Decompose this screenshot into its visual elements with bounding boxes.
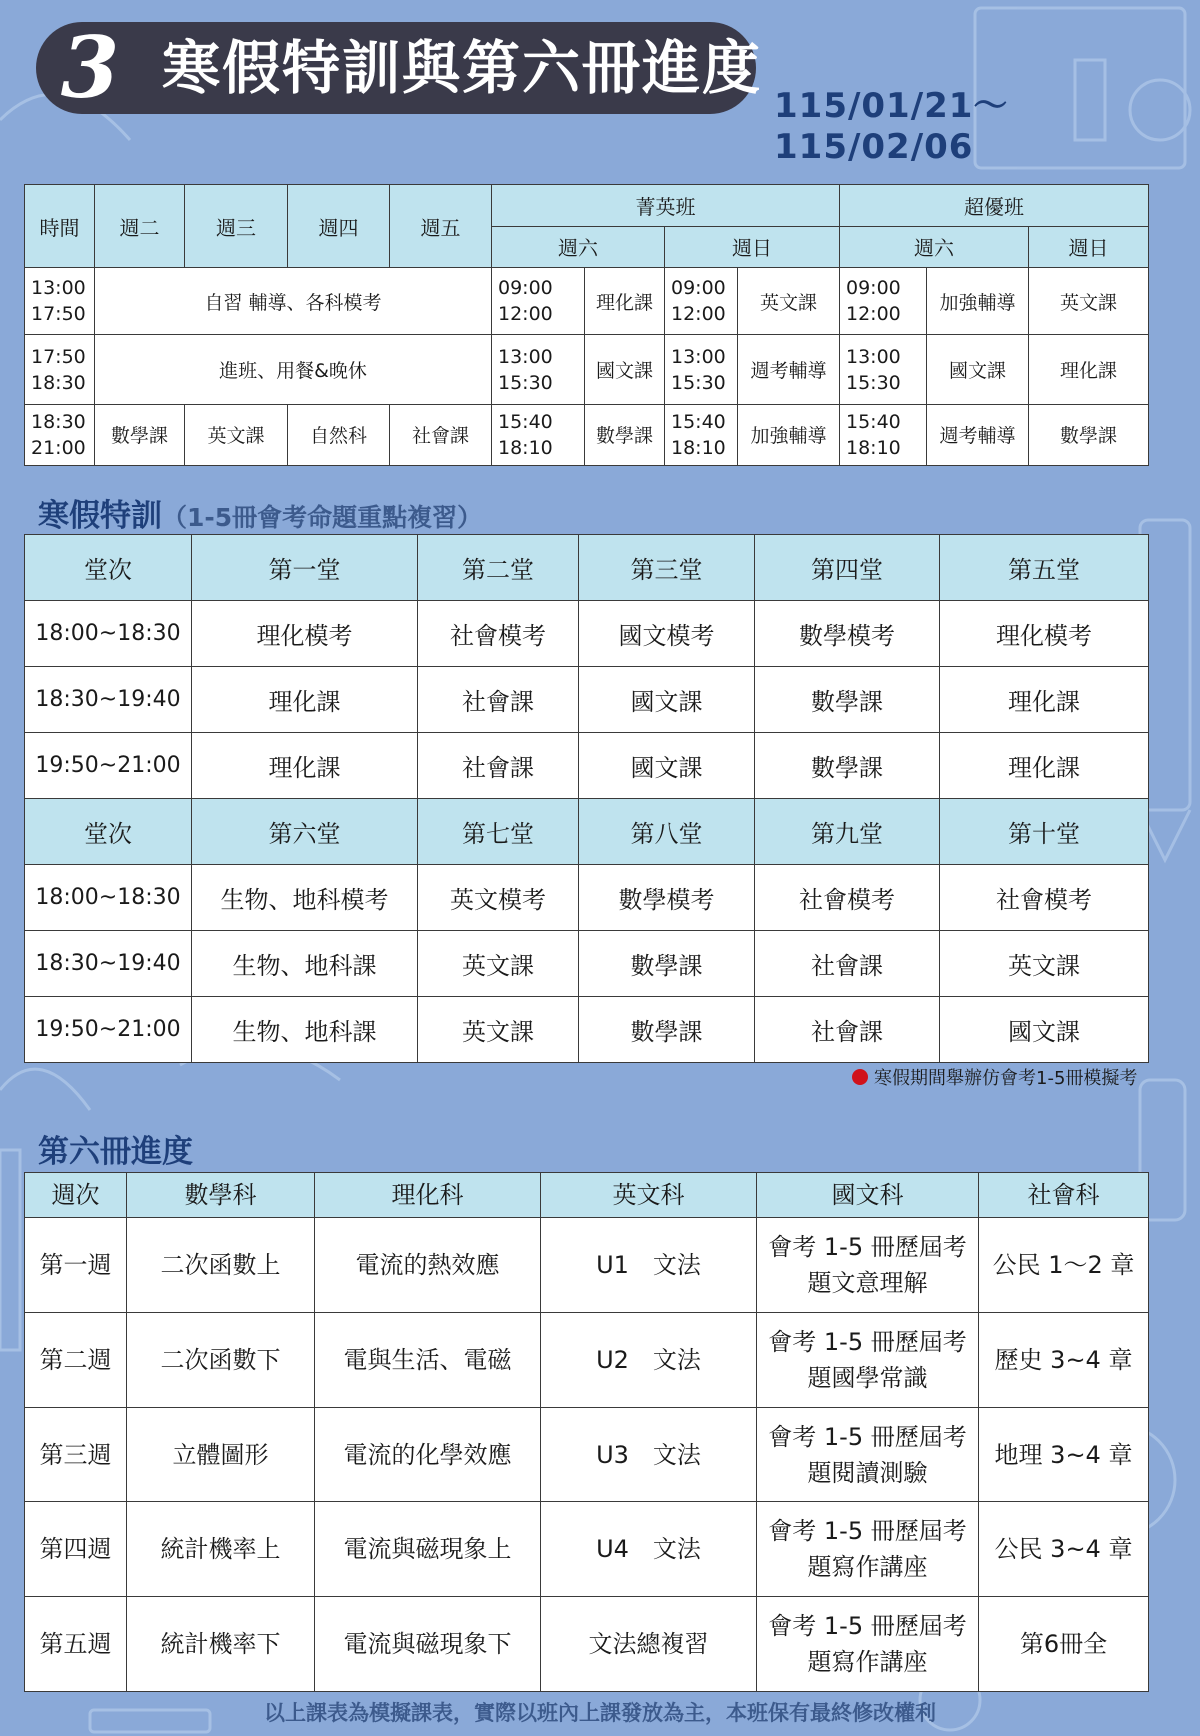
progress-line: 會考 1-5 冊歷屆考 [768, 1233, 967, 1262]
time-cell [25, 335, 95, 404]
sat-header: 週六 [840, 226, 1029, 268]
schedule-cell: 英文課 [738, 268, 840, 335]
time-start: 09:00 [671, 277, 726, 300]
mock-exam-note-text: 寒假期間舉辦仿會考1-5冊模擬考 [874, 1068, 1138, 1089]
winter-header-row [25, 799, 1149, 865]
time-cell [840, 268, 927, 335]
table-row [25, 997, 1149, 1063]
time-start: 17:50 [31, 345, 86, 368]
book6-header-cell: 週次 [25, 1173, 127, 1218]
schedule-cell: 理化課 [585, 268, 665, 335]
schedule-cell: 英文模考 [418, 865, 579, 931]
time-cell: 19:50~21:00 [25, 997, 192, 1063]
schedule-cell: 數學模考 [755, 601, 940, 667]
weekday-header: 週三 [185, 185, 288, 268]
book6-header-cell: 數學科 [127, 1173, 315, 1218]
schedule-cell: 數學課 [95, 404, 185, 465]
schedule-cell: 理化模考 [192, 601, 418, 667]
progress-cell: 電流與磁現象下 [315, 1597, 541, 1692]
progress-cell: 電流的化學效應 [315, 1407, 541, 1502]
progress-cell: 電與生活、電磁 [315, 1312, 541, 1407]
table-row [25, 733, 1149, 799]
progress-cell: 統計機率下 [127, 1597, 315, 1692]
winter-header-cell: 第三堂 [579, 535, 755, 601]
schedule-cell: 國文課 [585, 335, 665, 404]
schedule-cell: 社會模考 [940, 865, 1149, 931]
table-row [25, 1218, 1149, 1313]
schedule-cell: 生物、地科課 [192, 931, 418, 997]
weekly-schedule-table [24, 184, 1149, 466]
schedule-cell: 加強輔導 [738, 404, 840, 465]
progress-line: 題文意理解 [807, 1269, 928, 1298]
schedule-cell: 英文課 [1029, 268, 1149, 335]
table-row [25, 931, 1149, 997]
book6-header-row [25, 1173, 1149, 1218]
progress-line: 會考 1-5 冊歷屆考 [768, 1612, 967, 1641]
table-row [25, 601, 1149, 667]
time-cell [492, 335, 585, 404]
winter-training-table [24, 534, 1149, 1063]
time-cell: 18:30~19:40 [25, 667, 192, 733]
time-cell [25, 268, 95, 335]
progress-cell: 歷史 3~4 章 [979, 1312, 1149, 1407]
time-end: 18:10 [498, 436, 553, 459]
book6-header-cell: 英文科 [541, 1173, 757, 1218]
progress-line: 題寫作講座 [807, 1648, 928, 1677]
winter-header-cell: 堂次 [25, 535, 192, 601]
winter-header-cell: 第一堂 [192, 535, 418, 601]
time-start: 13:00 [31, 277, 86, 300]
schedule-cell: 社會課 [755, 997, 940, 1063]
schedule-cell: 數學課 [755, 667, 940, 733]
table-row [25, 1597, 1149, 1692]
winter-header-cell: 第十堂 [940, 799, 1149, 865]
class-jingying-header: 菁英班 [492, 185, 840, 227]
book6-section-title: 第六冊進度 [38, 1134, 193, 1170]
schedule-cell: 週考輔導 [738, 335, 840, 404]
time-end: 12:00 [498, 303, 553, 326]
progress-cell: 第6冊全 [979, 1597, 1149, 1692]
schedule-cell: 生物、地科課 [192, 997, 418, 1063]
schedule-cell: 生物、地科模考 [192, 865, 418, 931]
schedule-cell: 理化課 [1029, 335, 1149, 404]
schedule-cell: 加強輔導 [927, 268, 1029, 335]
red-dot-icon [852, 1069, 868, 1085]
table-row [25, 1502, 1149, 1597]
class-chaoyou-header: 超優班 [840, 185, 1149, 227]
time-cell: 18:00~18:30 [25, 601, 192, 667]
time-end: 15:30 [498, 371, 553, 394]
time-end: 18:30 [31, 371, 86, 394]
schedule-cell: 社會模考 [418, 601, 579, 667]
winter-header-cell: 第六堂 [192, 799, 418, 865]
winter-header-cell: 第四堂 [755, 535, 940, 601]
progress-cell [757, 1312, 979, 1407]
progress-cell: 電流與磁現象上 [315, 1502, 541, 1597]
time-cell [492, 404, 585, 465]
winter-header-cell: 第二堂 [418, 535, 579, 601]
week-cell: 第四週 [25, 1502, 127, 1597]
table-row [25, 1407, 1149, 1502]
weekday-header: 週五 [390, 185, 492, 268]
schedule-cell: 英文課 [940, 931, 1149, 997]
time-cell: 18:00~18:30 [25, 865, 192, 931]
progress-line: 題寫作講座 [807, 1553, 928, 1582]
time-cell: 19:50~21:00 [25, 733, 192, 799]
time-cell: 18:30~19:40 [25, 931, 192, 997]
weekday-header: 週二 [95, 185, 185, 268]
time-header: 時間 [25, 185, 95, 268]
time-cell [840, 404, 927, 465]
sun-header: 週日 [665, 226, 840, 268]
progress-cell [757, 1597, 979, 1692]
progress-line: 會考 1-5 冊歷屆考 [768, 1517, 967, 1546]
schedule-cell: 理化課 [940, 733, 1149, 799]
schedule-cell: 自習 輔導、各科模考 [95, 268, 492, 335]
schedule-cell: 理化課 [192, 667, 418, 733]
winter-header-cell: 堂次 [25, 799, 192, 865]
winter-section-title [38, 490, 482, 535]
progress-cell: 電流的熱效應 [315, 1218, 541, 1313]
progress-line: 會考 1-5 冊歷屆考 [768, 1327, 967, 1356]
progress-cell: U4 文法 [541, 1502, 757, 1597]
time-cell [840, 335, 927, 404]
time-end: 12:00 [671, 303, 726, 326]
schedule-cell: 理化課 [192, 733, 418, 799]
progress-cell: 公民 3~4 章 [979, 1502, 1149, 1597]
time-cell [665, 268, 738, 335]
progress-line: 題閱讀測驗 [807, 1458, 928, 1487]
table-row [25, 865, 1149, 931]
winter-header-cell: 第五堂 [940, 535, 1149, 601]
progress-cell: 二次函數下 [127, 1312, 315, 1407]
week-cell: 第三週 [25, 1407, 127, 1502]
mock-exam-note [852, 1064, 1137, 1090]
progress-line: 題國學常識 [807, 1363, 928, 1392]
time-end: 15:30 [671, 371, 726, 394]
book6-progress-table [24, 1172, 1149, 1692]
progress-cell: U2 文法 [541, 1312, 757, 1407]
time-end: 15:30 [846, 371, 901, 394]
book6-header-cell: 社會科 [979, 1173, 1149, 1218]
winter-header-cell: 第九堂 [755, 799, 940, 865]
progress-cell: 地理 3~4 章 [979, 1407, 1149, 1502]
schedule-cell: 理化課 [940, 667, 1149, 733]
book6-header-cell: 國文科 [757, 1173, 979, 1218]
progress-line: 會考 1-5 冊歷屆考 [768, 1422, 967, 1451]
time-cell [665, 404, 738, 465]
week-cell: 第五週 [25, 1597, 127, 1692]
winter-title: 寒假特訓 [38, 498, 162, 534]
progress-cell: 統計機率上 [127, 1502, 315, 1597]
schedule-cell: 社會課 [418, 667, 579, 733]
table-row [25, 667, 1149, 733]
time-end: 18:10 [846, 436, 901, 459]
time-start: 15:40 [846, 410, 901, 433]
progress-cell: U1 文法 [541, 1218, 757, 1313]
schedule-cell: 英文課 [418, 931, 579, 997]
time-start: 13:00 [846, 345, 901, 368]
schedule-cell: 國文課 [579, 667, 755, 733]
time-start: 15:40 [498, 410, 553, 433]
week-cell: 第二週 [25, 1312, 127, 1407]
progress-cell [757, 1407, 979, 1502]
schedule-cell: 社會課 [755, 931, 940, 997]
winter-subtitle: （1-5冊會考命題重點複習） [162, 503, 483, 532]
schedule-cell: 數學模考 [579, 865, 755, 931]
schedule-cell: 國文模考 [579, 601, 755, 667]
footer-disclaimer: 以上課表為模擬課表，實際以班內上課發放為主，本班保有最終修改權利 [264, 1701, 936, 1725]
schedule-cell: 數學課 [755, 733, 940, 799]
progress-cell [757, 1502, 979, 1597]
schedule-cell: 社會模考 [755, 865, 940, 931]
progress-cell: 文法總複習 [541, 1597, 757, 1692]
schedule-cell: 國文課 [927, 335, 1029, 404]
schedule-cell: 國文課 [940, 997, 1149, 1063]
time-end: 18:10 [671, 436, 726, 459]
schedule-cell: 數學課 [1029, 404, 1149, 465]
time-cell [492, 268, 585, 335]
time-cell [25, 404, 95, 465]
book6-header-cell: 理化科 [315, 1173, 541, 1218]
schedule-cell: 社會課 [390, 404, 492, 465]
winter-header-cell: 第八堂 [579, 799, 755, 865]
progress-cell: 二次函數上 [127, 1218, 315, 1313]
time-cell [665, 335, 738, 404]
schedule-cell: 數學課 [585, 404, 665, 465]
date-range: 115/01/21～115/02/06 [774, 86, 1009, 167]
schedule-cell: 進班、用餐&晚休 [95, 335, 492, 404]
time-start: 09:00 [846, 277, 901, 300]
schedule-cell: 社會課 [418, 733, 579, 799]
schedule-cell: 週考輔導 [927, 404, 1029, 465]
progress-cell: 立體圖形 [127, 1407, 315, 1502]
progress-cell: U3 文法 [541, 1407, 757, 1502]
progress-cell: 公民 1～2 章 [979, 1218, 1149, 1313]
sun-header: 週日 [1029, 226, 1149, 268]
time-start: 13:00 [671, 345, 726, 368]
winter-header-row [25, 535, 1149, 601]
sat-header: 週六 [492, 226, 665, 268]
week-cell: 第一週 [25, 1218, 127, 1313]
schedule-cell: 國文課 [579, 733, 755, 799]
schedule-cell: 數學課 [579, 997, 755, 1063]
schedule-cell: 自然科 [288, 404, 390, 465]
progress-cell [757, 1218, 979, 1313]
schedule-cell: 英文課 [185, 404, 288, 465]
table-row [25, 1312, 1149, 1407]
section-number: 3 [60, 18, 120, 117]
time-start: 18:30 [31, 410, 86, 433]
time-end: 17:50 [31, 303, 86, 326]
schedule-cell: 英文課 [418, 997, 579, 1063]
time-end: 12:00 [846, 303, 901, 326]
weekday-header: 週四 [288, 185, 390, 268]
time-start: 13:00 [498, 345, 553, 368]
time-start: 15:40 [671, 410, 726, 433]
schedule-cell: 數學課 [579, 931, 755, 997]
page-title: 寒假特訓與第六冊進度 [162, 34, 763, 102]
winter-header-cell: 第七堂 [418, 799, 579, 865]
time-end: 21:00 [31, 436, 86, 459]
schedule-cell: 理化模考 [940, 601, 1149, 667]
time-start: 09:00 [498, 277, 553, 300]
